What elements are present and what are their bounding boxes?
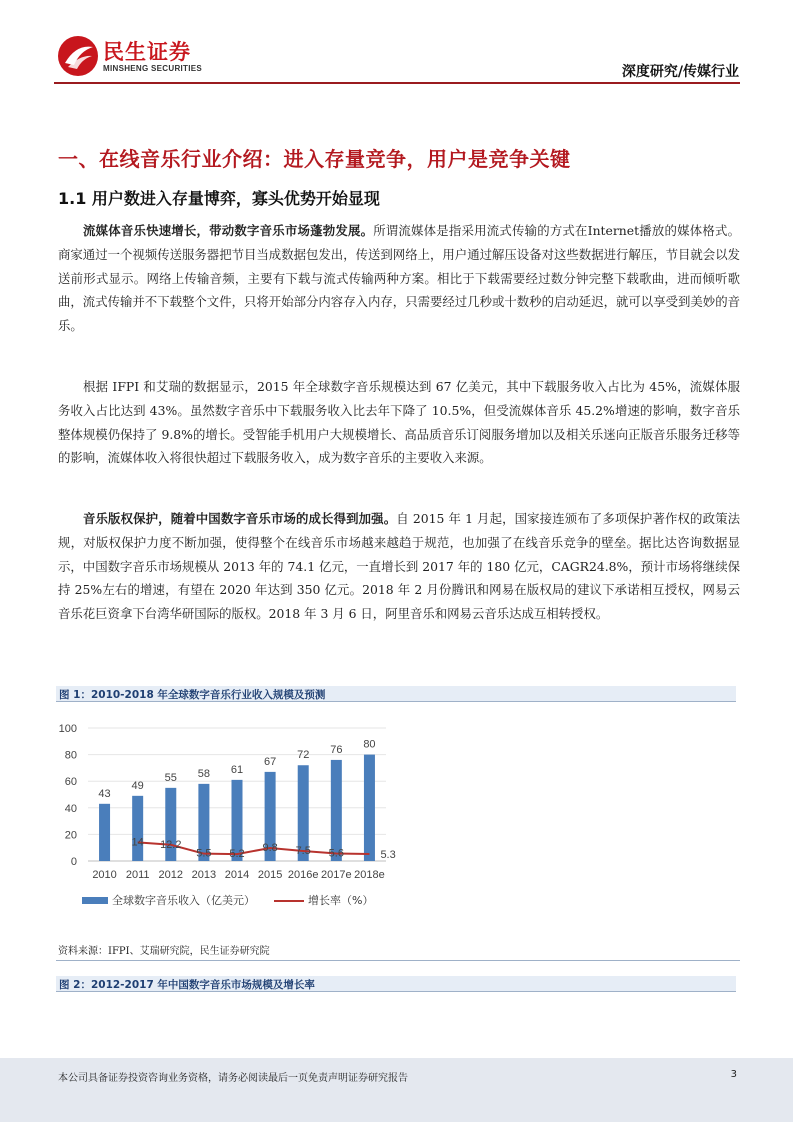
x-tick-label: 2014 xyxy=(224,869,250,881)
legend-line-label: 增长率（%） xyxy=(308,894,374,907)
x-tick-label: 2016e xyxy=(287,869,319,881)
x-tick-label: 2011 xyxy=(125,869,150,881)
x-tick-label: 2013 xyxy=(191,869,217,881)
bar-value-label: 72 xyxy=(297,749,310,762)
growth-rate-label: 12.2 xyxy=(160,838,182,851)
legend-bar-swatch xyxy=(82,897,108,904)
paragraph-ifpi-data xyxy=(58,375,740,470)
bar-value-label: 61 xyxy=(230,763,244,776)
y-tick-label: 0 xyxy=(70,856,77,868)
y-tick-label: 20 xyxy=(64,829,77,842)
growth-rate-label: 5.5 xyxy=(196,847,212,860)
report-category: 深度研究/传媒行业 xyxy=(621,64,739,80)
bar-value-label: 58 xyxy=(197,767,211,780)
logo-text-en: MINSHENG SECURITIES xyxy=(103,64,203,73)
paragraph-body: 根据 IFPI 和艾瑞的数据显示，2015 年全球数字音乐规模达到 67 亿美元，其中下载服务收入占比为 45%，流媒体服务收入占比达到 43%。虽然数字音乐中下载服务收入比去年下降了 10.5%，但受流媒体音乐 45.2%增速的影响，数字音乐整体规模仍保持了 9.8%的增长。受智能手机用户大规模增长、高品质音乐订阅服务增加以及相关乐迷向正版音乐服务迁移等的影响，流媒体收入将很快超过下载服务收入，成为数字音乐的主要收入来源。 xyxy=(58,379,740,466)
growth-rate-label: 7.5 xyxy=(295,845,311,858)
growth-rate-label: 5.3 xyxy=(380,848,396,861)
subsection-title: 1.1 用户数进入存量博弈，寡头优势开始显现 xyxy=(58,189,380,208)
figure-1-source: 资料来源：IFPI、艾瑞研究院，民生证券研究院 xyxy=(58,946,270,957)
page-number: 3 xyxy=(730,1069,737,1080)
x-tick-label: 2012 xyxy=(158,869,184,881)
paragraph-lead: 流媒体音乐快速增长，带动数字音乐市场蓬勃发展。 xyxy=(83,223,374,238)
legend-bar-label: 全球数字音乐收入（亿美元） xyxy=(112,894,255,907)
paragraph-body: 自 2015 年 1 月起，国家接连颁布了多项保护著作权的政策法规，对版权保护力度不断加强，使得整个在线音乐市场越来越趋于规范，也加强了在线音乐竞争的壁垒。据比达咨询数据显示，中国数字音乐市场规模从 2013 年的 74.1 亿元，一直增长到 2017 年的 180 亿元，CAGR24.8%，预计市场将继续保持 25%左右的增速，有望在 2020 年达到 350 亿元。2018 年 2 月份腾讯和网易在版权局的建议下承诺相互授权，网易云音乐花巨资拿下台湾华研国际的版权。2018 年 3 月 6 日，阿里音乐和网易云音乐达成互相转授权。 xyxy=(58,511,741,622)
growth-rate-label: 5.6 xyxy=(328,847,344,860)
source-divider xyxy=(56,960,740,961)
paragraph-streaming xyxy=(58,219,740,338)
paragraph-lead: 音乐版权保护，随着中国数字音乐市场的成长得到加强。 xyxy=(83,511,397,526)
header-divider xyxy=(54,82,740,84)
x-tick-label: 2017e xyxy=(321,869,352,881)
growth-rate-label: 9.8 xyxy=(262,841,278,854)
bar xyxy=(132,796,143,861)
x-tick-label: 2018e xyxy=(354,869,385,881)
page-footer xyxy=(0,1058,793,1122)
x-tick-label: 2015 xyxy=(257,869,283,881)
y-tick-label: 100 xyxy=(58,723,77,735)
footer-disclaimer: 本公司具备证券投资咨询业务资格，请务必阅读最后一页免责声明证券研究报告 xyxy=(58,1073,408,1084)
section-title: 一、在线音乐行业介绍：进入存量竞争，用户是竞争关键 xyxy=(58,147,571,171)
revenue-chart xyxy=(56,709,420,931)
bar-value-label: 67 xyxy=(263,755,277,768)
paragraph-body: 所谓流媒体是指采用流式传输的方式在Internet播放的媒体格式。商家通过一个视频传送服务器把节目当成数据包发出，传送到网络上，用户通过解压设备对这些数据进行解压，节目就会以发送前形式显示。网络上传输音频，主要有下载与流式传输两种方案。相比于下载需要经过数分钟完整下载歌曲，进而倾听歌曲，流式传输并不下载整个文件，只将开始部分内容存入内存，只需要经过几秒或十数秒的启动延迟，就可以享受到美妙的音乐。 xyxy=(58,223,741,334)
growth-rate-label: 14 xyxy=(131,836,144,849)
figure-1-title: 图 1：2010-2018 年全球数字音乐行业收入规模及预测 xyxy=(56,686,736,702)
page-header xyxy=(0,0,793,90)
bar-value-label: 43 xyxy=(98,787,111,800)
logo-mark-icon xyxy=(56,34,100,78)
growth-rate-label: 5.2 xyxy=(229,848,245,861)
bar-value-label: 80 xyxy=(363,738,376,751)
bar-value-label: 55 xyxy=(164,771,177,784)
x-tick-label: 2010 xyxy=(92,869,117,881)
bar-value-label: 49 xyxy=(131,779,144,792)
y-tick-label: 80 xyxy=(64,749,77,762)
bar xyxy=(99,804,110,861)
paragraph-copyright xyxy=(58,507,740,626)
bar xyxy=(328,760,344,861)
figure-2-title: 图 2：2012-2017 年中国数字音乐市场规模及增长率 xyxy=(56,976,736,992)
bar-value-label: 76 xyxy=(330,743,343,756)
logo-text-cn: 民生证券 xyxy=(103,40,191,64)
y-tick-label: 60 xyxy=(64,776,77,789)
chart-svg xyxy=(56,709,420,931)
logo xyxy=(56,34,206,78)
y-tick-label: 40 xyxy=(64,802,77,815)
bar xyxy=(364,755,375,861)
